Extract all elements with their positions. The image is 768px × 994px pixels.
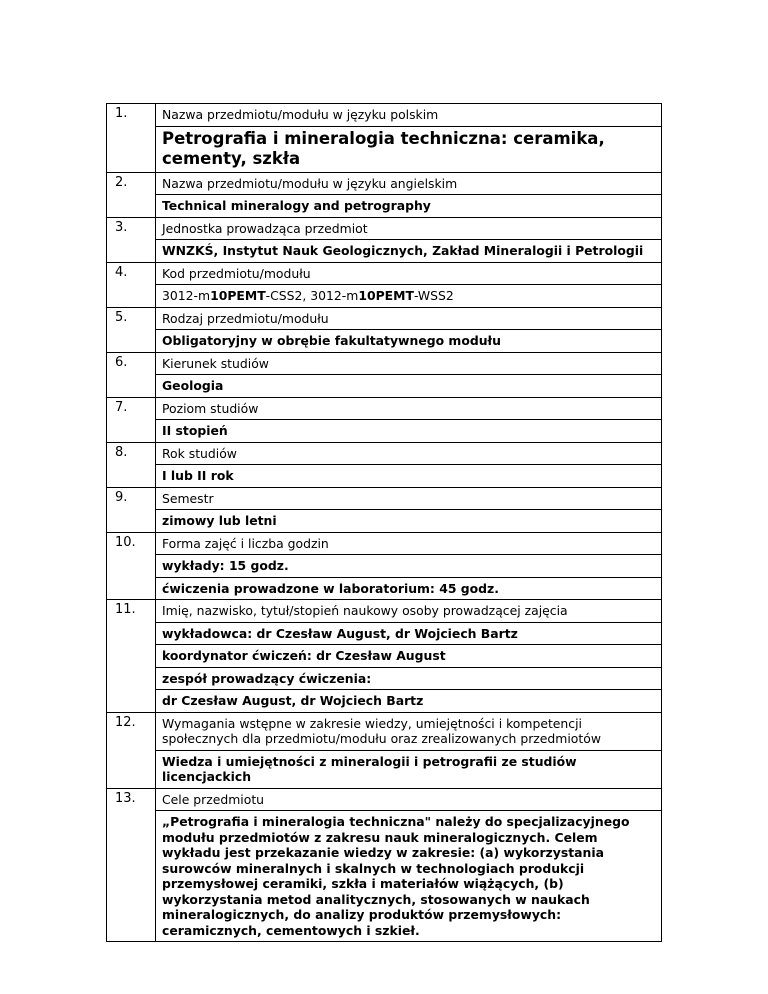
row-number: 5. — [107, 307, 156, 352]
row-number: 8. — [107, 442, 156, 487]
table-row — [107, 352, 662, 397]
course-name-en: Technical mineralogy and petrography — [156, 194, 661, 217]
field-label: Nazwa przedmiotu/modułu w języku angielskim — [162, 175, 458, 191]
lectures-hours: wykłady: 15 godz. — [156, 554, 661, 577]
prerequisites-value: Wiedza i umiejętności z mineralogii i petrografii ze studiów licencjackich — [156, 750, 661, 788]
field-label: Nazwa przedmiotu/modułu w języku polskim — [162, 107, 439, 122]
row-number: 9. — [107, 487, 156, 532]
row-number: 7. — [107, 397, 156, 442]
field-label: Imię, nazwisko, tytuł/stopień naukowy osoby prowadzącej zajęcia — [162, 603, 568, 618]
table-row — [107, 600, 662, 713]
table-row — [107, 397, 662, 442]
lecturer-value: wykładowca: dr Czesław August, dr Wojciech Bartz — [156, 622, 661, 645]
row-number: 4. — [107, 262, 156, 307]
course-code: 3012-m10PEMT-CSS2, 3012-m10PEMT-WSS2 — [156, 284, 661, 307]
table-row — [107, 307, 662, 352]
study-level-value: II stopień — [156, 419, 661, 442]
syllabus-table — [106, 103, 662, 942]
objectives-value: „Petrografia i mineralogia techniczna" należy do specjalizacyjnego modułu przedmiotów z zakresu nauk mineralogicznych. Celem wykładu jest przekazanie wiedzy w zakresie: (a) wykorzystania surowców mineralnych i skalnych w technologiach produkcji przemysłowej ceramiki, szkła i materiałów wiążących, (b) wykorzystania metod analitycznych, stosowanych w naukach mineralogicznych, do analizy produktów przemysłowych: ceramicznych, cementowych i szkieł. — [156, 810, 661, 941]
row-number: 13. — [107, 788, 156, 942]
team-label: zespół prowadzący ćwiczenia: — [156, 667, 661, 690]
team-value: dr Czesław August, dr Wojciech Bartz — [156, 689, 661, 712]
unit-value: WNZKŚ, Instytut Nauk Geologicznych, Zakład Mineralogii i Petrologii — [156, 239, 661, 262]
table-row — [107, 712, 662, 788]
table-row — [107, 442, 662, 487]
table-row — [107, 788, 662, 942]
coordinator-value: koordynator ćwiczeń: dr Czesław August — [156, 644, 661, 667]
field-label: Rok studiów — [162, 445, 237, 461]
course-type-value: Obligatoryjny w obrębie fakultatywnego modułu — [156, 329, 661, 352]
course-name-pl: Petrografia i mineralogia techniczna: ceramika, cementy, szkła — [156, 126, 661, 172]
field-of-study-value: Geologia — [156, 374, 661, 397]
table-row — [107, 262, 662, 307]
table-row — [107, 217, 662, 262]
field-label: Kod przedmiotu/modułu — [162, 265, 311, 281]
row-number: 3. — [107, 217, 156, 262]
field-label: Jednostka prowadząca przedmiot — [162, 220, 368, 236]
row-number: 10. — [107, 532, 156, 600]
table-row — [107, 172, 662, 217]
study-year-value: I lub II rok — [156, 464, 661, 487]
table-row — [107, 487, 662, 532]
field-label: Forma zajęć i liczba godzin — [162, 535, 329, 551]
field-label: Rodzaj przedmiotu/modułu — [162, 310, 329, 326]
row-number: 11. — [107, 600, 156, 713]
row-number: 6. — [107, 352, 156, 397]
field-label: Cele przedmiotu — [162, 791, 265, 807]
table-row — [107, 104, 662, 173]
lab-hours: ćwiczenia prowadzone w laboratorium: 45 godz. — [156, 577, 661, 600]
row-number: 1. — [107, 104, 156, 173]
field-label: Semestr — [162, 490, 214, 506]
field-label: Poziom studiów — [162, 400, 259, 416]
row-number: 2. — [107, 172, 156, 217]
semester-value: zimowy lub letni — [156, 509, 661, 532]
field-label: Kierunek studiów — [162, 355, 269, 371]
table-row — [107, 532, 662, 600]
row-number: 12. — [107, 712, 156, 788]
field-label: Wymagania wstępne w zakresie wiedzy, umiejętności i kompetencji społecznych dla przedmiotu/modułu oraz zrealizowanych przedmiotów — [162, 715, 601, 746]
